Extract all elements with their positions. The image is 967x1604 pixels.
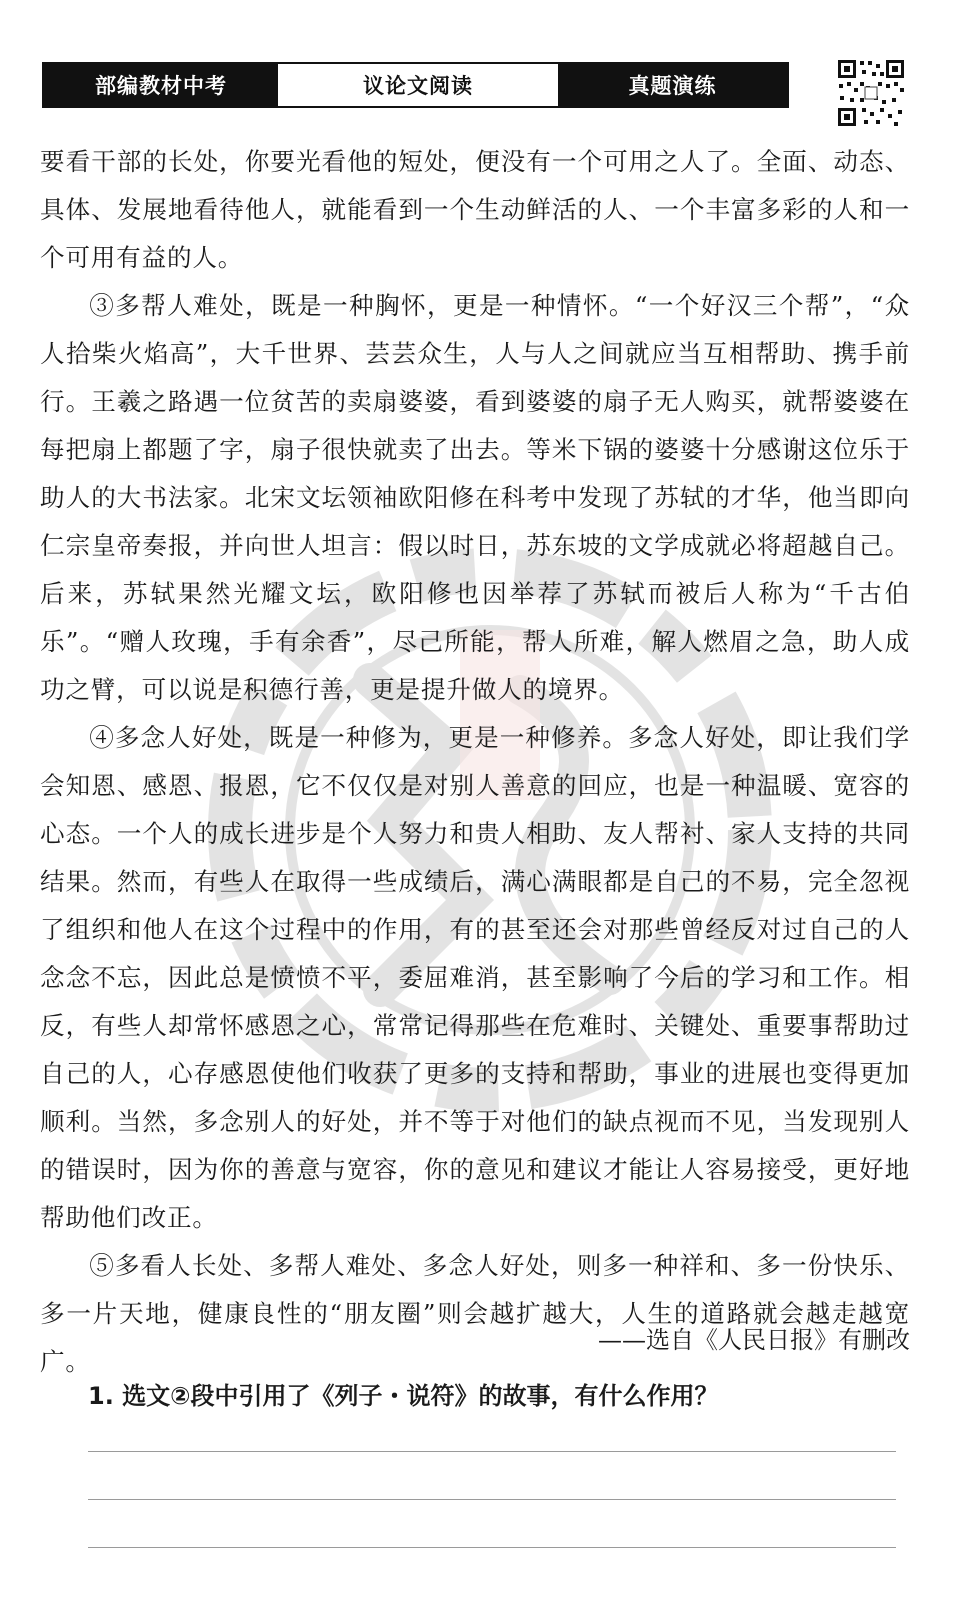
article-paragraph: 要看干部的长处，你要光看他的短处，便没有一个可用之人了。全面、动态、具体、发展地看待他人，就能看到一个生动鲜活的人、一个丰富多彩的人和一个可用有益的人。	[40, 147, 910, 272]
article-body	[40, 138, 910, 1386]
article-paragraph: ⑤多看人长处、多帮人难处、多念人好处，则多一种祥和、多一份快乐、多一片天地，健康良性的“朋友圈”则会越扩越大，人生的道路就会越走越宽广。	[40, 1251, 910, 1376]
answer-line[interactable]	[88, 1499, 896, 1500]
qr-code-icon[interactable]	[836, 58, 906, 128]
header-left-label: 部编教材中考	[44, 64, 278, 106]
article-source: ——选自《人民日报》有删改	[598, 1326, 910, 1354]
header-right-label: 真题演练	[558, 64, 787, 106]
header-bar	[42, 62, 789, 108]
article-paragraph: ③多帮人难处，既是一种胸怀，更是一种情怀。“一个好汉三个帮”，“众人拾柴火焰高”，大千世界、芸芸众生，人与人之间就应当互相帮助、携手前行。王羲之路遇一位贫苦的卖扇婆婆，看到婆婆的扇子无人购买，就帮婆婆在每把扇上都题了字，扇子很快就卖了出去。等米下锅的婆婆十分感谢这位乐于助人的大书法家。北宋文坛领袖欧阳修在科考中发现了苏轼的才华，他当即向仁宗皇帝奏报，并向世人坦言：假以时日，苏东坡的文学成就必将超越自己。后来，苏轼果然光耀文坛，欧阳修也因举荐了苏轼而被后人称为“千古伯乐”。“赠人玫瑰，手有余香”，尽己所能，帮人所难，解人燃眉之急，助人成功之臂，可以说是积德行善，更是提升做人的境界。	[40, 291, 910, 704]
header-title: 议论文阅读	[278, 64, 558, 106]
answer-line[interactable]	[88, 1547, 896, 1548]
article-paragraph: ④多念人好处，既是一种修为，更是一种修养。多念人好处，即让我们学会知恩、感恩、报恩，它不仅仅是对别人善意的回应，也是一种温暖、宽容的心态。一个人的成长进步是个人努力和贵人相助、友人帮衬、家人支持的共同结果。然而，有些人在取得一些成绩后，满心满眼都是自己的不易，完全忽视了组织和他人在这个过程中的作用，有的甚至还会对那些曾经反对过自己的人念念不忘，因此总是愤愤不平，委屈难消，甚至影响了今后的学习和工作。相反，有些人却常怀感恩之心，常常记得那些在危难时、关键处、重要事帮助过自己的人，心存感恩使他们收获了更多的支持和帮助，事业的进展也变得更加顺利。当然，多念别人的好处，并不等于对他们的缺点视而不见，当发现别人的错误时，因为你的善意与宽容，你的意见和建议才能让人容易接受，更好地帮助他们改正。	[40, 723, 910, 1232]
answer-line[interactable]	[88, 1451, 896, 1452]
question-text: 1. 选文②段中引用了《列子・说符》的故事，有什么作用？	[88, 1382, 719, 1410]
